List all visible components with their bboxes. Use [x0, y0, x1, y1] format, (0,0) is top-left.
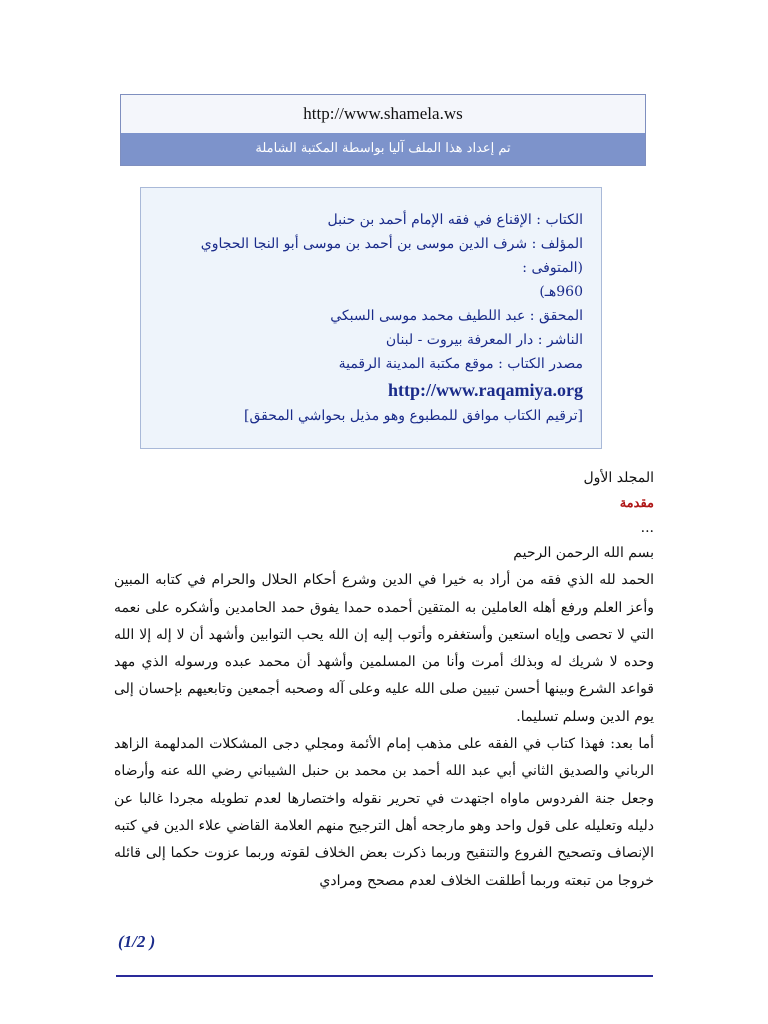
section-heading: مقدمة [619, 496, 654, 511]
ellipsis: ... [640, 520, 654, 536]
book-publisher: الناشر : دار المعرفة بيروت - لبنان [385, 332, 583, 348]
volume-heading: المجلد الأول [583, 470, 654, 486]
shamela-header [120, 94, 646, 166]
book-author-death-year: 960هـ) [539, 284, 583, 300]
book-author: المؤلف : شرف الدين موسى بن أحمد بن موسى أبو النجا الحجاوي (المتوفى : [200, 236, 583, 276]
shamela-url[interactable]: http://www.shamela.ws [121, 95, 645, 133]
book-body [114, 464, 654, 895]
body-paragraphs [114, 540, 654, 895]
book-editor: المحقق : عبد اللطيف محمد موسى السبكي [330, 308, 583, 324]
book-info-box [140, 187, 602, 449]
page-number: (1/2 ) [118, 932, 156, 951]
book-source: مصدر الكتاب : موقع مكتبة المدينة الرقمية [338, 356, 583, 372]
basmala: بسم الله الرحمن الرحيم [513, 545, 654, 561]
book-title: الكتاب : الإقناع في فقه الإمام أحمد بن حنبل [327, 212, 583, 228]
numbering-note: [ترقيم الكتاب موافق للمطبوع وهو مذيل بحواشي المحقق] [244, 408, 583, 424]
raqamiya-link[interactable]: http://www.raqamiya.org [388, 380, 583, 400]
generated-note: تم إعداد هذا الملف آليا بواسطة المكتبة الشاملة [121, 133, 645, 165]
paragraph-intro: أما بعد: فهذا كتاب في الفقه على مذهب إمام الأئمة ومجلي دجى المشكلات المدلهمة الزاهد الرباني والصديق الثاني أبي عبد الله أحمد بن محمد بن حنبل الشيباني رضي الله عنه وأرضاه وجعل جنة الفردوس ماواه اجتهدت في تحرير نقوله واختصارها لعدم تطويله مجردا غالبا عن دليله وتعليله على قول واحد وهو مارجحه أهل الترجيح منهم العلامة القاضي علاء الدين في كتبه الإنصاف وتصحيح الفروع والتنقيح وربما ذكرت بعض الخلاف لقوته وربما عزوت حكما إلى قائله خروجا من تبعته وربما أطلقت الخلاف لعدم مصحح ومرادي [114, 736, 654, 889]
footer-divider [116, 975, 653, 977]
paragraph-praise: الحمد لله الذي فقه من أراد به خيرا في الدين وشرع أحكام الحلال والحرام في كتابه المبين وأعز العلم ورفع أهله العاملين به المتقين أحمده حمدا يفوق حمد الحامدين وأشكره على نعمه التي لا تحصى وإياه استعين وأستغفره وأتوب إليه إن الله يحب التوابين وأشهد أن لا إله إلا الله وحده لا شريك له وبذلك أمرت وأنا من المسلمين وأشهد أن محمد عبده ورسوله الذي مهد قواعد الشرع وبينها أحسن تبيين صلى الله عليه وعلى آله وصحبه أجمعين وتابعيهم بإحسان إلى يوم الدين وسلم تسليما. [114, 572, 654, 725]
